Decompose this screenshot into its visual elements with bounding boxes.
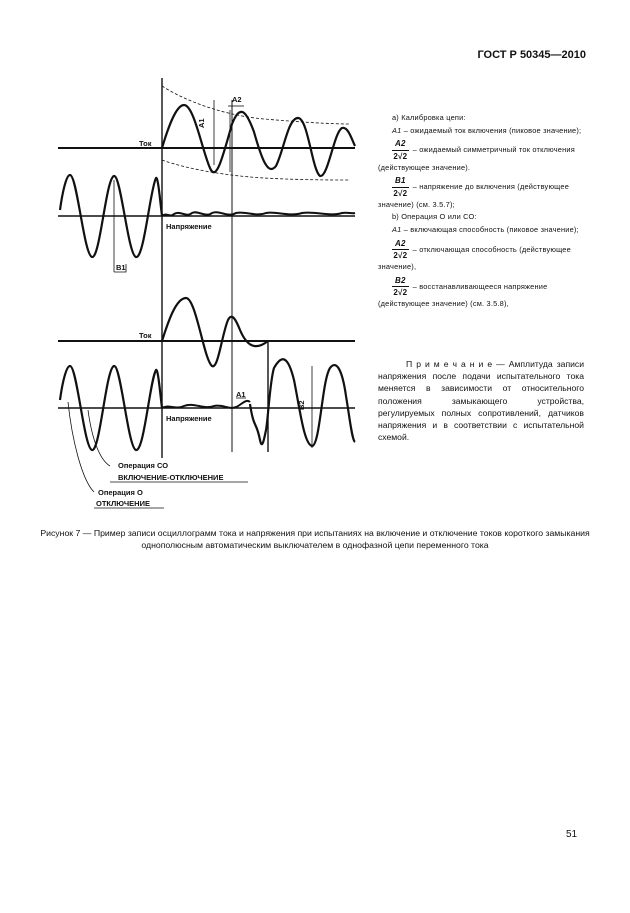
current-label-a: Ток xyxy=(139,139,152,148)
a1-label: A1 xyxy=(197,118,206,128)
b2-label: B2 xyxy=(297,400,306,410)
current-label-b: Ток xyxy=(139,331,152,340)
page-number: 51 xyxy=(566,829,578,840)
o-name-label: ОТКЛЮЧЕНИЕ xyxy=(96,499,150,508)
voltage-ripple-b xyxy=(162,401,250,408)
legend-a1b: A1 – включающая способность (пиковое значение); xyxy=(392,225,579,235)
envelope-lower xyxy=(162,160,350,180)
legend-b2: $\frac{B2}{2√2}$ – восстанавливающееся напряжение (действующее значение) (см. 3.5.8), xyxy=(378,275,548,308)
co-name-label: ВКЛЮЧЕНИЕ-ОТКЛЮЧЕНИЕ xyxy=(118,473,224,482)
legend-b1: $\frac{B1}{2√2}$ – напряжение до включения (действующее значение) (см. 3.5.7); xyxy=(378,176,570,209)
a2-label: A2 xyxy=(232,95,242,104)
op-co-label: Операция СО xyxy=(118,461,169,470)
co-leader xyxy=(88,410,110,466)
note-text: — Амплитуда записи напряжения после подачи испытательного тока меняется в зависимости от относительного положения замыкающего устройства, регулируемых полных сопротивлений, датчиков напряжения и в соответствии с испытательной схемой. xyxy=(378,359,584,443)
a1b-label: A1 xyxy=(236,390,246,399)
current-trace-b xyxy=(162,298,268,366)
note-title: П р и м е ч а н и е xyxy=(406,359,493,369)
envelope-upper xyxy=(162,86,350,124)
legend xyxy=(378,113,584,312)
legend-a2: $\frac{A2}{2√2}$ – ожидаемый симметричный ток отключения (действующее значение). xyxy=(378,139,575,172)
note xyxy=(378,358,584,443)
current-trace-a xyxy=(162,105,355,176)
b1-label: B1 xyxy=(116,263,126,272)
standard-header: ГОСТ Р 50345—2010 xyxy=(477,49,586,61)
legend-a1: A1 – ожидаемый ток включения (пиковое значение); xyxy=(392,125,582,135)
figure-caption: Рисунок 7 — Пример записи осциллограмм тока и напряжения при испытаниях на включение и отключение токов короткого замыкания однополюсным автоматическим выключателем в однофазной цепи переменного тока xyxy=(40,528,590,550)
op-o-label: Операция О xyxy=(98,488,143,497)
legend-a2b: $\frac{A2}{2√2}$ – отключающая способность (действующее значение), xyxy=(378,238,571,271)
voltage-label-a: Напряжение xyxy=(166,222,212,231)
voltage-label-b: Напряжение xyxy=(166,414,212,423)
legend-a-title: а) Калибровка цепи: xyxy=(392,113,466,122)
legend-b-title: b) Операция О или СО: xyxy=(392,212,477,222)
